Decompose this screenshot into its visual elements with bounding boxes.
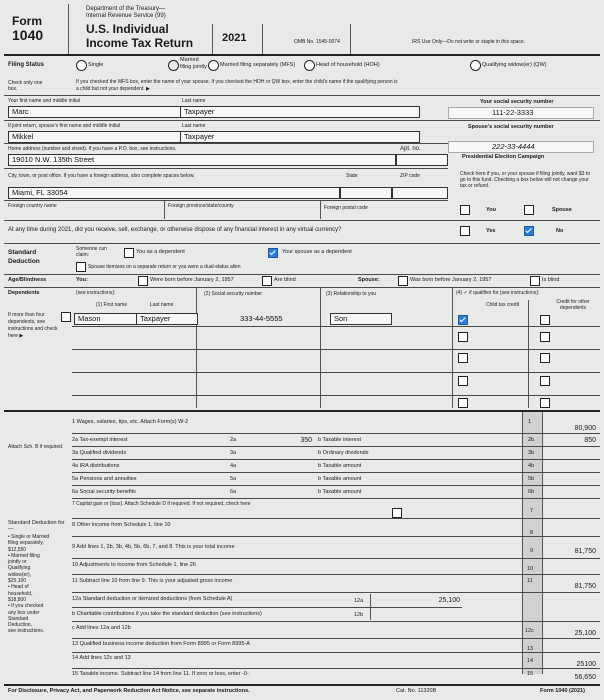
line-2b-num: 2b — [528, 437, 535, 443]
city-value: Miami, FL 33054 — [12, 188, 68, 197]
foreign-postal-label: Foreign postal code — [324, 205, 368, 211]
sidebar-line: jointly or — [8, 559, 27, 566]
address-label: Home address (number and street). If you have a P.O. box, see instructions. — [8, 146, 177, 152]
line-7-num: 7 — [530, 508, 534, 514]
line-6b-num: 6b — [528, 489, 535, 495]
dep-col-qualifies: (4) ✓ if qualifies for (see instructions): — [456, 290, 540, 296]
line-10-label: 10 Adjustments to income from Schedule 1, line 26 — [72, 562, 196, 568]
sidebar-line: see instructions. — [8, 628, 45, 635]
hoh-radio[interactable] — [304, 60, 315, 71]
std-deduction-label-1: Standard — [8, 249, 37, 256]
mfj-label: Married filing jointly — [180, 57, 207, 70]
virtual-currency-question: At any time during 2021, did you receive, sell, exchange, or otherwise dispose of any financial interest in any virtual currency? — [8, 227, 342, 233]
line-2b-amount: 850 — [584, 437, 596, 444]
line-10-num: 10 — [527, 566, 534, 572]
dep1-first: Mason — [78, 314, 101, 323]
dep3-ctc-checkbox[interactable] — [458, 353, 468, 363]
you-blind-checkbox[interactable] — [262, 276, 272, 286]
line-12c-num: 12c — [525, 628, 534, 634]
std-deduction-label-2: Deduction — [8, 258, 40, 265]
line-8-num: 8 — [530, 530, 534, 536]
city-label: City, town, or post office. If you have a foreign address, also complete spaces below. — [8, 173, 195, 179]
line-9-label: 9 Add lines 1, 2b, 3b, 4b, 5b, 6b, 7, and 8. This is your total income — [72, 544, 235, 550]
line-12a-num: 12a — [354, 598, 364, 604]
virtual-no-checkbox[interactable] — [524, 226, 534, 236]
filing-status-label: Filing Status — [8, 62, 44, 68]
sidebar-line: Standard — [8, 615, 29, 622]
line-7-checkbox[interactable] — [392, 508, 402, 518]
line-2a-num: 2a — [230, 437, 237, 443]
dep2-odc-checkbox[interactable] — [540, 332, 550, 342]
department-irs: Internal Revenue Service (99) — [86, 13, 166, 19]
ssn-value: 111-22-3333 — [492, 108, 534, 117]
someone-can-claim: Someone can claim: — [76, 246, 107, 258]
line-9-amount: 81,750 — [574, 548, 596, 555]
pec-label: Presidential Election Campaign — [462, 154, 545, 160]
line-3b-label: b Ordinary dividends — [318, 450, 369, 456]
line-14-label: 14 Add lines 12c and 13 — [72, 655, 131, 661]
pec-note: Check here if you, or your spouse if filing jointly, want $3 to go to this fund. Checking a box below will not change your tax or refund. — [460, 171, 590, 189]
qw-radio[interactable] — [470, 60, 481, 71]
dep1-ssn: 333-44-5555 — [240, 314, 283, 323]
virtual-no-label: No — [556, 228, 564, 234]
line-12a-amount: 25,100 — [438, 597, 460, 604]
you-born-checkbox[interactable] — [138, 276, 148, 286]
form-label: Form — [12, 14, 42, 28]
line-5a-num: 5a — [230, 476, 237, 482]
line-13-label: 13 Qualified business income deduction from Form 8995 or Form 8995-A — [72, 641, 250, 647]
state-field[interactable] — [340, 187, 392, 199]
tax-year: 2021 — [222, 32, 247, 44]
line-11-amount: 81,750 — [574, 583, 596, 590]
dep4-odc-checkbox[interactable] — [540, 376, 550, 386]
more-dependents-checkbox[interactable] — [61, 312, 71, 322]
spouse-dependent-checkbox[interactable] — [268, 248, 278, 258]
zip-field[interactable] — [392, 187, 448, 199]
title-line2: Income Tax Return — [86, 36, 194, 50]
spouse-last-field[interactable] — [180, 131, 420, 143]
line-5a-label: 5a Pensions and annuities — [72, 476, 137, 482]
last-name-label: Last name — [182, 98, 206, 104]
sidebar-line: household, — [8, 590, 33, 597]
first-name-field[interactable] — [8, 106, 182, 118]
ssn-label: Your social security number — [480, 99, 554, 105]
state-label: State — [346, 173, 358, 179]
mfs-label: Married filing separately (MFS) — [220, 62, 296, 68]
line-2a-label: 2a Tax-exempt interest — [72, 437, 128, 443]
dependents-label: Dependents — [8, 290, 40, 296]
first-name-label: Your first name and middle initial — [8, 98, 81, 104]
spouse-blind-checkbox[interactable] — [530, 276, 540, 286]
foreign-province-label: Foreign province/state/county — [168, 203, 234, 209]
mfs-radio[interactable] — [208, 60, 219, 71]
line-12c-label: c Add lines 12a and 12b — [72, 625, 131, 631]
age-you-label: You: — [76, 277, 88, 283]
qw-label: Qualifying widow(er) (QW) — [482, 62, 547, 68]
dep-col-ctc: Child tax credit — [486, 302, 520, 308]
sidebar-line: Qualifying — [8, 565, 31, 572]
virtual-yes-checkbox[interactable] — [460, 226, 470, 236]
first-name-value: Marc — [12, 107, 29, 116]
last-name-value: Taxpayer — [184, 107, 215, 116]
pec-you-label: You — [486, 207, 496, 213]
spouse-first-value: Mikkel — [12, 132, 34, 141]
line-12b-label: b Charitable contributions if you take the standard deduction (see instructions) — [72, 611, 262, 617]
spouse-ssn-value: 222-33-4444 — [492, 142, 535, 151]
mfs-note-1: If you checked the MFS box, enter the name of your spouse. If you checked the HOH or QW box, enter the child's name if the qualifying person is — [76, 79, 398, 85]
dep-col-odc: Credit for other dependents — [556, 299, 590, 311]
line-6a-label: 6a Social security benefits — [72, 489, 136, 495]
spouse-born-checkbox[interactable] — [398, 276, 408, 286]
line-14-amount: 25100 — [576, 661, 596, 668]
last-name-field[interactable] — [180, 106, 420, 118]
line-3b-num: 3b — [528, 450, 535, 456]
sidebar-title: Standard Deduction for— — [8, 520, 65, 532]
spouse-last-label: Last name — [182, 123, 206, 129]
line-2b-label: b Taxable interest — [318, 437, 362, 443]
dep2-ctc-checkbox[interactable] — [458, 332, 468, 342]
line-12b-num: 12b — [354, 612, 364, 618]
form-number: 1040 — [12, 27, 44, 43]
line-15-label: 15 Taxable income. Subtract line 14 from line 11. If zero or less, enter -0- — [72, 671, 249, 677]
line-1-num: 1 — [528, 419, 532, 425]
line-7-label: 7 Capital gain or (loss). Attach Schedule D if required. If not required, check here — [72, 501, 251, 507]
line-12a-label: 12a Standard deduction or itemized deductions (from Schedule A) — [72, 596, 233, 602]
dependents-see: (see instructions): — [76, 290, 116, 296]
single-radio[interactable] — [76, 60, 87, 71]
line-9-num: 9 — [530, 548, 534, 554]
check-one-note: Check only one box. — [8, 80, 43, 92]
pec-you-checkbox[interactable] — [460, 205, 470, 215]
dep-col-rel: (3) Relationship to you — [326, 291, 377, 297]
apt-label: Apt. no. — [400, 146, 421, 152]
virtual-yes-label: Yes — [486, 228, 496, 234]
line-2a-amount: 350 — [300, 437, 312, 444]
footer-cat-no: Cat. No. 11320B — [396, 688, 437, 694]
dep1-last: Taxpayer — [140, 314, 171, 323]
dep1-odc-checkbox[interactable] — [540, 315, 550, 325]
sidebar-line: • If you checked — [8, 603, 44, 610]
itemizes-checkbox[interactable] — [76, 262, 86, 272]
dep3-odc-checkbox[interactable] — [540, 353, 550, 363]
age-spouse-label: Spouse: — [358, 277, 380, 283]
line-1-label: 1 Wages, salaries, tips, etc. Attach Form(s) W-2 — [72, 419, 189, 425]
line-8-label: 8 Other income from Schedule 1, line 10 — [72, 522, 171, 528]
itemizes-label: Spouse itemizes on a separate return or you were a dual-status alien — [88, 264, 241, 270]
sidebar-line: • Married filing — [8, 552, 40, 559]
hoh-label: Head of household (HOH) — [316, 62, 380, 68]
sidebar-line: $18,800 — [8, 596, 27, 603]
dep5-ctc-checkbox[interactable] — [458, 398, 468, 408]
single-label: Single — [88, 62, 104, 68]
you-dependent-label: You as a dependent — [136, 249, 185, 255]
line-3a-label: 3a Qualified dividends — [72, 450, 127, 456]
line-5b-label: b Taxable amount — [318, 476, 362, 482]
you-dependent-checkbox[interactable] — [124, 248, 134, 258]
spouse-dependent-label: Your spouse as a dependent — [282, 249, 352, 255]
sidebar-line: Deduction, — [8, 622, 32, 629]
foreign-country-label: Foreign country name — [8, 203, 57, 209]
line-12c-amount: 25,100 — [574, 630, 596, 637]
title-line1: U.S. Individual — [86, 22, 169, 36]
spouse-last-value: Taxpayer — [184, 132, 215, 141]
dep-col-last: Last name — [150, 302, 174, 308]
dep5-odc-checkbox[interactable] — [540, 398, 550, 408]
line-15-num: 15 — [527, 671, 534, 677]
zip-label: ZIP code — [400, 173, 420, 179]
mfs-note-2: a child but not your dependent. ▶ — [76, 86, 150, 92]
more-dependents-note: If more than four dependents, see instructions and check here ▶ — [8, 312, 58, 339]
footer-form-id: Form 1040 (2021) — [540, 688, 585, 694]
line-4a-label: 4a IRA distributions — [72, 463, 120, 469]
spouse-born-label: Was born before January 2, 1957 — [410, 277, 492, 283]
line-11-label: 11 Subtract line 10 from line 9. This is your adjusted gross income — [72, 578, 233, 584]
footer-notice: For Disclosure, Privacy Act, and Paperwork Reduction Act Notice, see separate instructions. — [8, 688, 250, 694]
pec-spouse-label: Spouse — [552, 207, 572, 213]
sidebar-line: $12,550 — [8, 546, 27, 553]
you-born-label: Were born before January 2, 1957 — [150, 277, 234, 283]
sidebar-line: filing separately, — [8, 540, 44, 547]
line-3a-num: 3a — [230, 450, 237, 456]
mfj-radio[interactable] — [168, 60, 179, 71]
spouse-ssn-label: Spouse's social security number — [468, 124, 554, 130]
dep4-ctc-checkbox[interactable] — [458, 376, 468, 386]
dep1-ctc-checkbox[interactable] — [458, 315, 468, 325]
line-11-num: 11 — [527, 578, 533, 584]
you-blind-label: Are blind — [274, 277, 296, 283]
dep1-rel: Son — [334, 314, 348, 323]
attach-sch-b: Attach Sch. B if required. — [8, 444, 64, 450]
line-6b-label: b Taxable amount — [318, 489, 362, 495]
sidebar-std-deduction-list — [8, 534, 49, 635]
dep-col-ssn: (2) Social security number — [204, 291, 263, 297]
address-value: 19010 N.W. 135th Street — [12, 155, 95, 164]
spouse-first-field[interactable] — [8, 131, 182, 143]
line-1-amount: 80,900 — [574, 425, 596, 432]
line-5b-num: 5b — [528, 476, 535, 482]
line-13-num: 13 — [527, 646, 534, 652]
sidebar-line: • Head of — [8, 584, 29, 591]
pec-spouse-checkbox[interactable] — [524, 205, 534, 215]
sidebar-line: widow(er), — [8, 571, 32, 578]
apt-field[interactable] — [396, 154, 448, 166]
line-4a-num: 4a — [230, 463, 237, 469]
department: Department of the Treasury— — [86, 6, 166, 12]
spouse-first-label: If joint return, spouse's first name and middle initial — [8, 123, 121, 129]
omb-number: OMB No. 1545-0074 — [294, 39, 340, 45]
line-15-amount: 56,650 — [574, 674, 596, 681]
sidebar-line: $25,100 — [8, 578, 27, 585]
dep-col-first: (1) First name — [96, 302, 128, 308]
line-14-num: 14 — [527, 658, 534, 664]
age-blindness-label: Age/Blindness — [8, 277, 47, 283]
sidebar-line: any box under — [8, 609, 40, 616]
line-6a-num: 6a — [230, 489, 237, 495]
line-4b-num: 4b — [528, 463, 535, 469]
line-4b-label: b Taxable amount — [318, 463, 362, 469]
irs-use-only: IRS Use Only—Do not write or staple in this space. — [412, 39, 526, 45]
spouse-blind-label: Is blind — [542, 277, 560, 283]
sidebar-line: • Single or Married — [8, 534, 50, 540]
